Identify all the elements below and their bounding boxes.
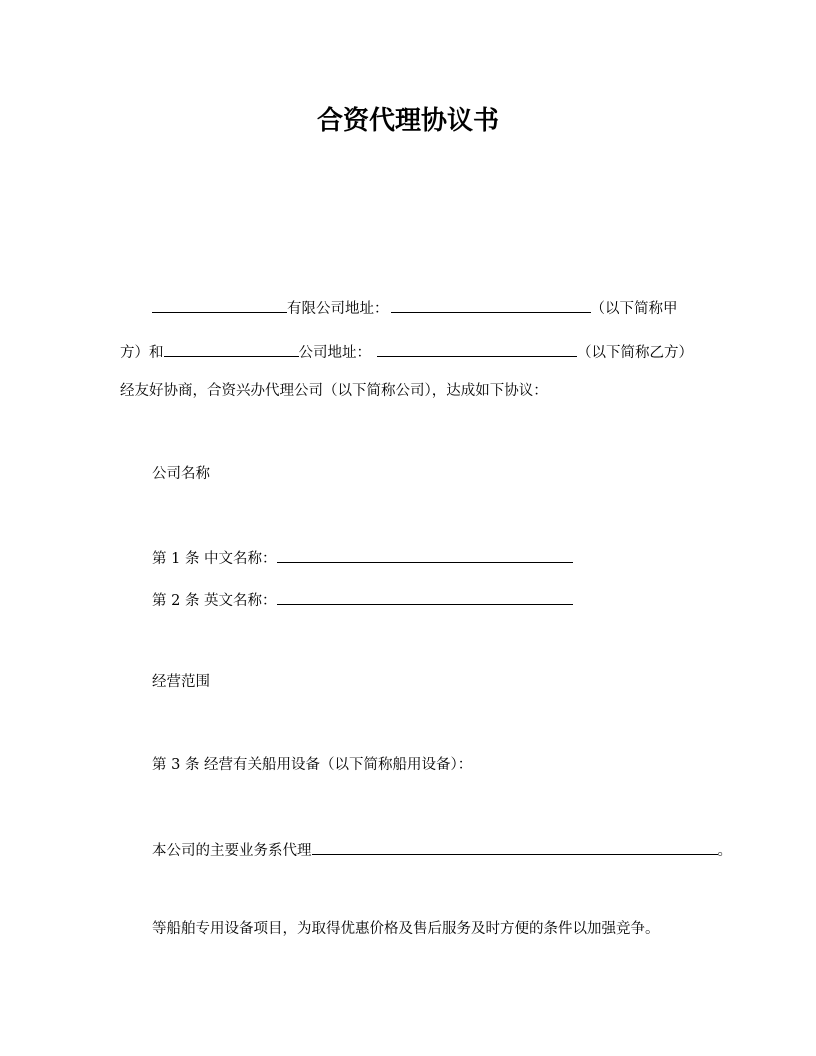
article-2 bbox=[152, 589, 573, 611]
intro-text: （以下简称甲 bbox=[590, 301, 678, 317]
article-label: 第 1 条 中文名称： bbox=[152, 551, 277, 567]
intro-line-1 bbox=[152, 297, 678, 319]
business-line bbox=[152, 839, 732, 861]
business-text: 本公司的主要业务系代理 bbox=[152, 843, 312, 859]
intro-line-2 bbox=[120, 341, 693, 363]
intro-text: 方）和 bbox=[120, 345, 164, 361]
english-name-blank bbox=[277, 589, 573, 605]
party-a-address-blank bbox=[391, 297, 591, 313]
section-heading-business-scope: 经营范围 bbox=[152, 674, 210, 690]
section-heading-company-name: 公司名称 bbox=[152, 466, 210, 482]
document-title: 合资代理协议书 bbox=[316, 106, 499, 136]
article-3: 第 3 条 经营有关船用设备（以下简称船用设备）： bbox=[152, 757, 473, 773]
intro-text: 公司地址： bbox=[298, 345, 371, 361]
chinese-name-blank bbox=[277, 547, 573, 563]
article-label: 第 2 条 英文名称： bbox=[152, 593, 277, 609]
party-a-name-blank bbox=[152, 297, 287, 313]
party-b-address-blank bbox=[377, 341, 577, 357]
intro-line-3: 经友好协商，合资兴办代理公司（以下简称公司），达成如下协议： bbox=[120, 383, 548, 399]
closing-line: 等船舶专用设备项目，为取得优惠价格及售后服务及时方便的条件以加强竞争。 bbox=[152, 921, 660, 937]
article-1 bbox=[152, 547, 573, 569]
period: 。 bbox=[717, 843, 732, 859]
intro-text: （以下简称乙方） bbox=[577, 345, 693, 361]
business-blank bbox=[312, 839, 718, 855]
party-b-name-blank bbox=[164, 341, 299, 357]
intro-text: 有限公司地址： bbox=[287, 301, 389, 317]
